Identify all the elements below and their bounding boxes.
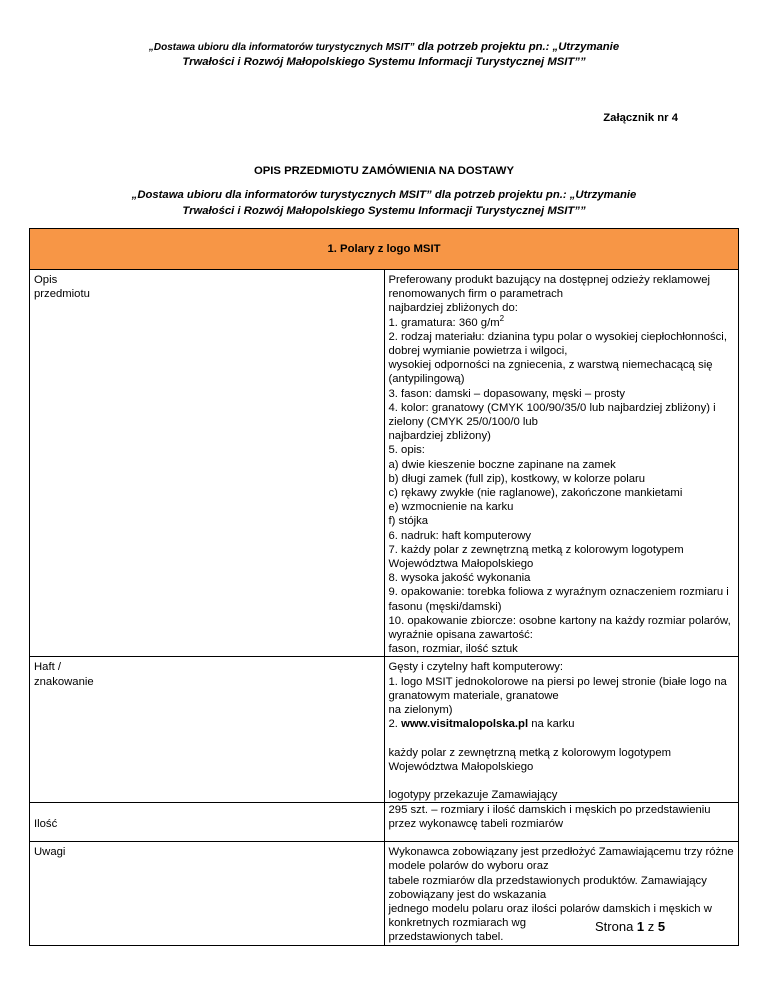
text-line: a) dwie kieszenie boczne zapinane na zamek	[388, 458, 616, 471]
website-prefix: 2.	[388, 718, 402, 731]
text-line: 9. opakowanie: torebka foliowa z wyraźnym oznaczeniem rozmiaru i fasonu (męski/damski)	[388, 586, 729, 613]
text-line: na zielonym)	[388, 704, 453, 717]
page-number-separator: z	[644, 919, 658, 934]
text-line: każdy polar z zewnętrzną metką z kolorowym logotypem Województwa Małopolskiego	[388, 746, 672, 773]
text-line: Preferowany produkt bazujący na dostępnej odzieży reklamowej renomowanych firm o parametrach	[388, 274, 711, 301]
text-line: najbardziej zbliżonych do:	[388, 302, 518, 315]
row-content-haft	[384, 657, 739, 803]
text-line: Gęsty i czytelny haft komputerowy:	[388, 661, 564, 674]
text-line-gramatura	[388, 313, 735, 330]
row-ilosc	[30, 803, 739, 842]
text-line: 10. opakowanie zbiorcze: osobne kartony na każdy rozmiar polarów, wyraźnie opisana zawartość:	[388, 614, 731, 642]
section-title: 1. Polary z logo MSIT	[30, 229, 739, 270]
website-suffix: na karku	[528, 718, 575, 731]
row-label-ilosc: Ilość	[30, 803, 385, 842]
text-line: b) długi zamek (full zip), kostkowy, w kolorze polaru	[388, 472, 646, 485]
text-line: 6. nadruk: haft komputerowy	[388, 529, 532, 542]
subtitle-line-2: Trwałości i Rozwój Małopolskiego Systemu Informacji Turystycznej MSIT””	[182, 205, 586, 217]
label-text: Haft /	[34, 661, 61, 674]
page-header	[0, 40, 768, 70]
text-line: 1. logo MSIT jednokolorowe na piersi po lewej stronie (białe logo na granatowym materiale, granatowe	[388, 675, 727, 702]
spacer	[389, 774, 735, 788]
text-line: 8. wysoka jakość wykonania	[388, 572, 531, 585]
text-line: najbardziej zbliżony)	[388, 430, 491, 443]
row-label-opis	[30, 270, 385, 657]
row-content-uwagi	[384, 842, 739, 945]
text-line: Wykonawca zobowiązany jest przedłożyć Zamawiającemu trzy różne modele polarów do wyboru oraz	[388, 846, 734, 873]
gramatura-text: 1. gramatura: 360 g/m	[388, 316, 500, 329]
subtitle-line-1: „Dostawa ubioru dla informatorów turystycznych MSIT” dla potrzeb projektu pn.: „Utrzymanie	[131, 189, 637, 201]
spacer	[389, 732, 735, 746]
document-title: OPIS PRZEDMIOTU ZAMÓWIENIA NA DOSTAWY	[253, 165, 515, 177]
page-number-prefix: Strona	[595, 919, 637, 934]
section-header-row	[30, 229, 739, 270]
text-line: e) wzmocnienie na karku	[388, 501, 514, 514]
text-line: fason, rozmiar, ilość sztuk	[388, 643, 518, 656]
page-number-current: 1	[636, 919, 645, 934]
row-haft	[30, 657, 739, 803]
gramatura-superscript: 2	[499, 313, 505, 323]
header-lead: „Dostawa ubioru dla informatorów turystycznych MSIT”	[148, 42, 415, 53]
text-line: c) rękawy zwykłe (nie raglanowe), zakończone mankietami	[388, 487, 683, 500]
label-text: znakowanie	[34, 675, 94, 688]
text-line: 2. rodzaj materiału: dzianina typu polar o wysokiej ciepłochłonności, dobrej wymianie powietrza i wilgoci,	[388, 330, 727, 358]
header-rest: dla potrzeb projektu pn.: „Utrzymanie	[417, 41, 620, 53]
row-opis	[30, 270, 739, 657]
text-line: jednego modelu polaru oraz ilości polarów damskich i męskich w konkretnych rozmiarach wg	[388, 902, 712, 930]
label-text: Opis	[34, 274, 58, 286]
row-content-ilosc: 295 szt. – rozmiary i ilość damskich i męskich po przedstawieniu przez wykonawcę tabeli rozmiarów	[384, 803, 739, 842]
header-line-1	[0, 40, 768, 55]
text-line: tabele rozmiarów dla przedstawionych produktów. Zamawiający zobowiązany jest do wskazania	[388, 874, 707, 901]
text-line: przedstawionych tabel.	[388, 931, 504, 944]
page-number	[595, 919, 665, 934]
text-line: 3. fason: damski – dopasowany, męski – prosty	[388, 387, 626, 400]
website-url: www.visitmalopolska.pl	[401, 718, 529, 731]
text-line: 7. każdy polar z zewnętrzną metką z kolorowym logotypem Województwa Małopolskiego	[388, 543, 684, 571]
header-line-2: Trwałości i Rozwój Małopolskiego Systemu Informacji Turystycznej MSIT””	[182, 56, 586, 68]
page-number-total: 5	[657, 919, 666, 934]
row-label-uwagi: Uwagi	[30, 842, 385, 945]
text-line: 5. opis:	[388, 444, 425, 457]
text-line: 4. kolor: granatowy (CMYK 100/90/35/0 lub najbardziej zbliżony) i zielony (CMYK 25/0/100/0 lub	[388, 401, 716, 429]
row-content-opis	[384, 270, 739, 657]
text-line: f) stójka	[388, 515, 429, 528]
document-subtitle	[0, 187, 768, 219]
row-label-haft	[30, 657, 385, 803]
text-line-website	[389, 717, 735, 731]
text-line: wysokiej odporności na zgniecenia, z warstwą niemechacącą się (antypilingową)	[388, 359, 713, 386]
text-line: logotypy przekazuje Zamawiający	[388, 788, 558, 801]
attachment-label: Załącznik nr 4	[603, 112, 678, 124]
specification-table	[29, 228, 739, 946]
label-text: przedmiotu	[34, 288, 90, 301]
